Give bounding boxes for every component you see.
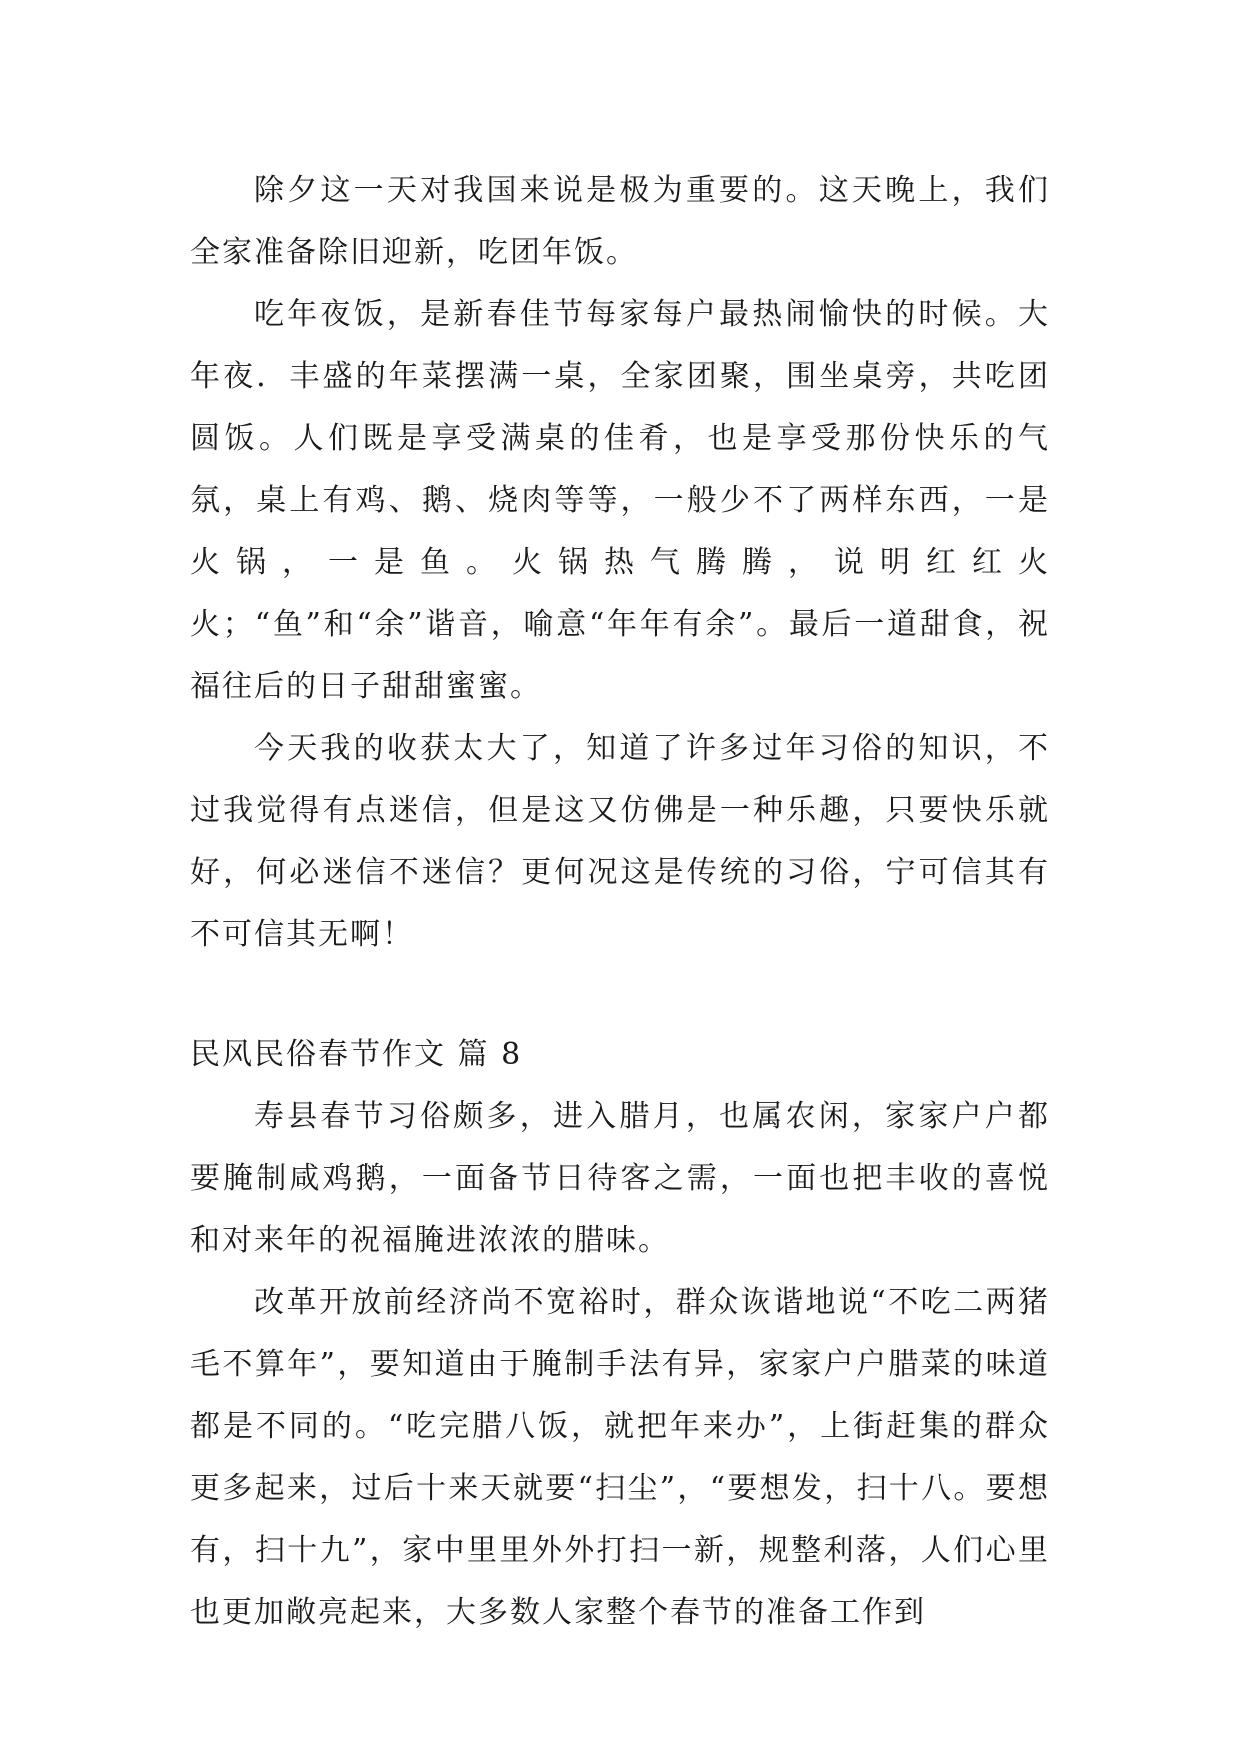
paragraph: 寿县春节习俗颇多，进入腊月，也属农闲，家家户户都要腌制咸鸡鹅，一面备节日待客之需，一面也把丰收的喜悦和对来年的祝福腌进浓浓的腊味。 bbox=[190, 1099, 1050, 1258]
paragraph: 改革开放前经济尚不宽裕时，群众诙谐地说“不吃二两猪毛不算年”，要知道由于腌制手法有异，家家户户腊菜的味道都是不同的。“吃完腊八饭，就把年来办”，上街赶集的群众更多起来，过后十来天就要“扫尘”，“要想发，扫十八。要想有，扫十九”，家中里里外外打扫一新，规整利落，人们心里也更加敞亮起来，大多数人家整个春节的准备工作到 bbox=[190, 1285, 1050, 1630]
paragraph: 今天我的收获太大了，知道了许多过年习俗的知识，不过我觉得有点迷信，但是这又仿佛是一种乐趣，只要快乐就好，何必迷信不迷信？更何况这是传统的习俗，宁可信其有不可信其无啊！ bbox=[190, 731, 1050, 952]
paragraph: 吃年夜饭，是新春佳节每家每户最热闹愉快的时候。大年夜．丰盛的年菜摆满一桌，全家团聚，围坐桌旁，共吃团圆饭。人们既是享受满桌的佳肴，也是享受那份快乐的气氛，桌上有鸡、鹅、烧肉等等，一般少不了两样东西，一是火锅，一是鱼。火锅热气腾腾，说明红红火火；“鱼”和“余”谐音，喻意“年年有余”。最后一道甜食，祝福往后的日子甜甜蜜蜜。 bbox=[190, 297, 1050, 704]
paragraph: 除夕这一天对我国来说是极为重要的。这天晚上，我们全家准备除旧迎新，吃团年饭。 bbox=[190, 173, 1050, 270]
document-body bbox=[190, 160, 1050, 1644]
section-title: 民风民俗春节作文 篇 8 bbox=[190, 1037, 523, 1072]
